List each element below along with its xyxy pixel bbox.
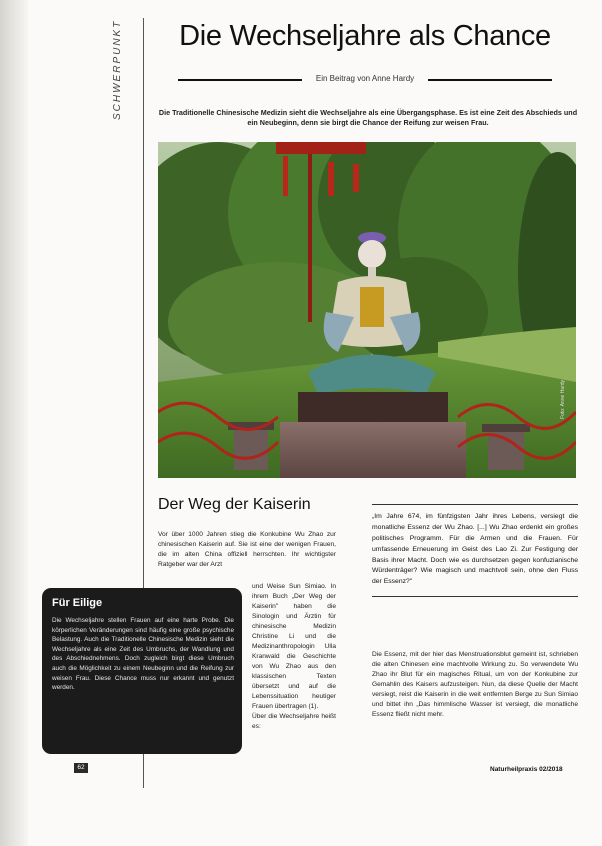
article-title: Die Wechseljahre als Chance — [179, 20, 551, 52]
body-column-2 — [372, 650, 578, 720]
body-column-1 — [158, 530, 336, 570]
section-label: SCHWERPUNKT — [112, 19, 123, 120]
binding-shadow — [0, 0, 28, 846]
pull-quote — [372, 504, 578, 597]
summary-box — [42, 588, 242, 754]
pull-quote-rule — [372, 596, 578, 597]
byline-rule-left — [178, 79, 302, 81]
summary-box-text — [52, 616, 234, 693]
byline-row — [178, 74, 552, 86]
statue-photo — [158, 142, 576, 478]
statue-photo-image — [158, 142, 576, 478]
byline-rule-right — [428, 79, 552, 81]
page-number: 62 — [74, 763, 88, 773]
body-paragraph-4: Die Essenz, mit der hier das Menstruationsblut gemeint ist, schrieben die alten Chinesen eine machtvolle Wirkung zu. So verwendete Wu Zhao ihr Blut für ein magisches Ritual, um von der Konkubine zur Gemahlin des Kaisers aufzusteigen. Nun, da diese Quelle der Macht versiegt, reist die Kaiserin in die weit entfernten Berge zu Sun Simiao und bittet ihn „Das himmlische Wasser ist versiegt, die monatliche Essenz fließt nicht mehr. — [372, 651, 578, 719]
body-paragraph-2: und Weise Sun Simiao. In ihrem Buch „Der Weg der Kaiserin" haben die Sinologin und Ärztin für chinesische Medizin Christine Li und die Medizinanthropologin Ulla Kranwald die Geschichte von Wu Zhao aus den klassischen Texten übersetzt und auf die Lebenssituation heutiger Frauen übertragen (1). — [252, 583, 336, 711]
lead-paragraph: Die Traditionelle Chinesische Medizin sieht die Wechseljahre als eine Übergangsphase. Es ist eine Zeit des Abschieds und ein Neubeginn, denn sie birgt die Chance der Reifung zur weisen Frau. — [158, 108, 578, 128]
summary-box-title: Für Eilige — [52, 597, 103, 609]
byline: Ein Beitrag von Anne Hardy — [315, 74, 415, 83]
photo-credit: Foto: Anne Hardy — [560, 380, 566, 419]
section-heading: Der Weg der Kaiserin — [158, 496, 311, 513]
body-paragraph-1: Vor über 1000 Jahren stieg die Konkubine Wu Zhao zur chinesischen Kaiserin auf. Sie ist eine der wenigen Frauen, die im alten China offiziell herrschten. Ihr wichtigster Ratgeber war der Arzt — [158, 531, 336, 569]
pull-quote-text: „Im Jahre 674, im fünfzigsten Jahr ihres Lebens, versiegt die monatliche Essenz der Wu Zhao. [...] Wu Zhao erdenkt ein großes politisches Programm. Für die Armen und die Frauen. Für umfassende Erneuerung im Geist des Lao Zi. Zur Festigung der Basis ihrer Macht. Doch wie es durchsetzen gegen konfuzianische Würdenträger? Wie magisch und machtvoll sein, ohne den Fluss der Essenz?" — [372, 513, 578, 586]
summary-box-paragraph: Die Wechseljahre stellen Frauen auf eine harte Probe. Die körperlichen Veränderungen sind häufig eine große psychische Belastung. Auch die Traditionelle Chinesische Medizin sieht die Wechseljahre als eine Zeit des Umbruchs, der Wandlung und des Abschiednehmens. Doch zugleich birgt diese Umbruch auch die Möglichkeit zu einem Neubeginn und die Reifung zur weisen Frau. Diese Chance muss nur erkannt und genutzt werden. — [52, 617, 234, 692]
body-column-1-narrow — [252, 582, 336, 732]
body-paragraph-3: Über die Wechseljahre heißt es: — [252, 713, 336, 731]
footer-publication: Naturheilpraxis 02/2018 — [490, 766, 563, 773]
